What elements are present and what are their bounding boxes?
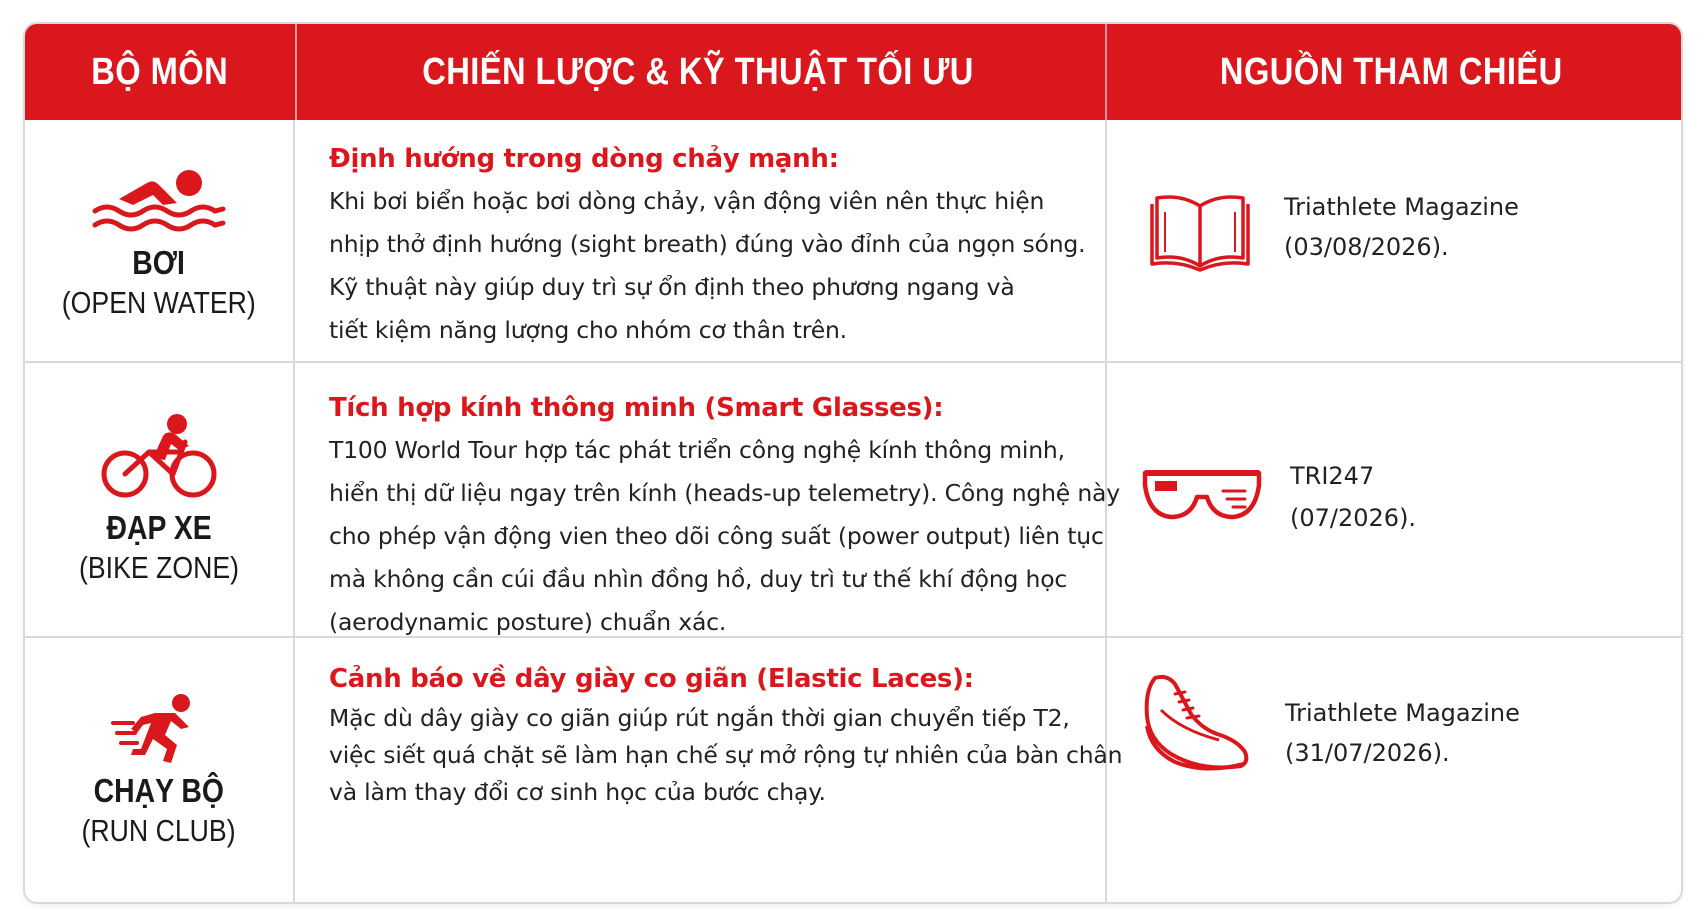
sport-name: BƠI — [132, 243, 186, 281]
running-shoe-icon — [1141, 670, 1251, 774]
header-divider — [1105, 24, 1107, 120]
strategy-cell — [329, 658, 1169, 811]
cyclist-icon — [99, 412, 219, 502]
strategy-line: Khi bơi biển hoặc bơi dòng chảy, vận động viên nên thực hiện — [329, 187, 1045, 215]
strategy-line: nhịp thở định hướng (sight breath) đúng vào đỉnh của ngọn sóng. — [329, 230, 1086, 258]
table-header — [25, 24, 1681, 120]
reference-source: Triathlete Magazine — [1285, 699, 1520, 727]
strategy-line: Mặc dù dây giày co giãn giúp rút ngắn thời gian chuyển tiếp T2, — [329, 704, 1070, 732]
strategy-line: T100 World Tour hợp tác phát triển công nghệ kính thông minh, — [329, 436, 1065, 464]
header-reference: NGUỒN THAM CHIẾU — [1220, 50, 1564, 93]
reference-source: TRI247 — [1290, 462, 1375, 490]
sport-name: CHẠY BỘ — [93, 772, 225, 809]
sport-name: ĐẠP XE — [106, 508, 212, 546]
reference-date: (07/2026). — [1290, 504, 1417, 532]
strategy-cell — [329, 387, 1169, 644]
reference-source: Triathlete Magazine — [1284, 193, 1519, 221]
open-book-icon — [1149, 192, 1251, 272]
strategy-line: hiển thị dữ liệu ngay trên kính (heads-up telemetry). Công nghệ này — [329, 479, 1120, 507]
swimmer-icon — [89, 161, 229, 237]
sport-cell — [25, 363, 293, 636]
reference-table — [23, 22, 1683, 904]
strategy-line: Kỹ thuật này giúp duy trì sự ổn định theo phương ngang và — [329, 273, 1015, 301]
reference-date: (03/08/2026). — [1284, 233, 1449, 261]
strategy-line: và làm thay đổi cơ sinh học của bước chạy. — [329, 778, 826, 806]
table-row — [25, 122, 1681, 361]
strategy-line: (aerodynamic posture) chuẩn xác. — [329, 608, 727, 636]
strategy-line: tiết kiệm năng lượng cho nhóm cơ thân trên. — [329, 316, 847, 344]
header-strategy: CHIẾN LƯỢC & KỸ THUẬT TỐI ƯU — [422, 50, 975, 93]
header-sport: BỘ MÔN — [91, 50, 229, 93]
table-row — [25, 363, 1681, 636]
strategy-line: việc siết quá chặt sẽ làm hạn chế sự mở rộng tự nhiên của bàn chân — [329, 741, 1123, 769]
strategy-line: cho phép vận động vien theo dõi công suất (power output) liên tục — [329, 522, 1104, 550]
header-divider — [295, 24, 297, 120]
strategy-title: Cảnh báo về dây giày co giãn (Elastic Laces): — [329, 664, 974, 694]
smart-glasses-icon — [1141, 463, 1263, 525]
reference-date: (31/07/2026). — [1285, 739, 1450, 767]
table-row — [25, 638, 1681, 904]
sport-cell — [25, 638, 293, 904]
sport-cell — [25, 122, 293, 361]
strategy-line: mà không cần cúi đầu nhìn đồng hồ, duy trì tư thế khí động học — [329, 565, 1068, 593]
runner-icon — [111, 693, 207, 765]
sport-subtitle: (OPEN WATER) — [61, 284, 257, 320]
strategy-title: Tích hợp kính thông minh (Smart Glasses): — [329, 393, 944, 423]
sport-subtitle: (BIKE ZONE) — [79, 549, 239, 585]
strategy-cell — [329, 138, 1169, 352]
strategy-title: Định hướng trong dòng chảy mạnh: — [329, 144, 839, 174]
sport-subtitle: (RUN CLUB) — [81, 813, 237, 848]
